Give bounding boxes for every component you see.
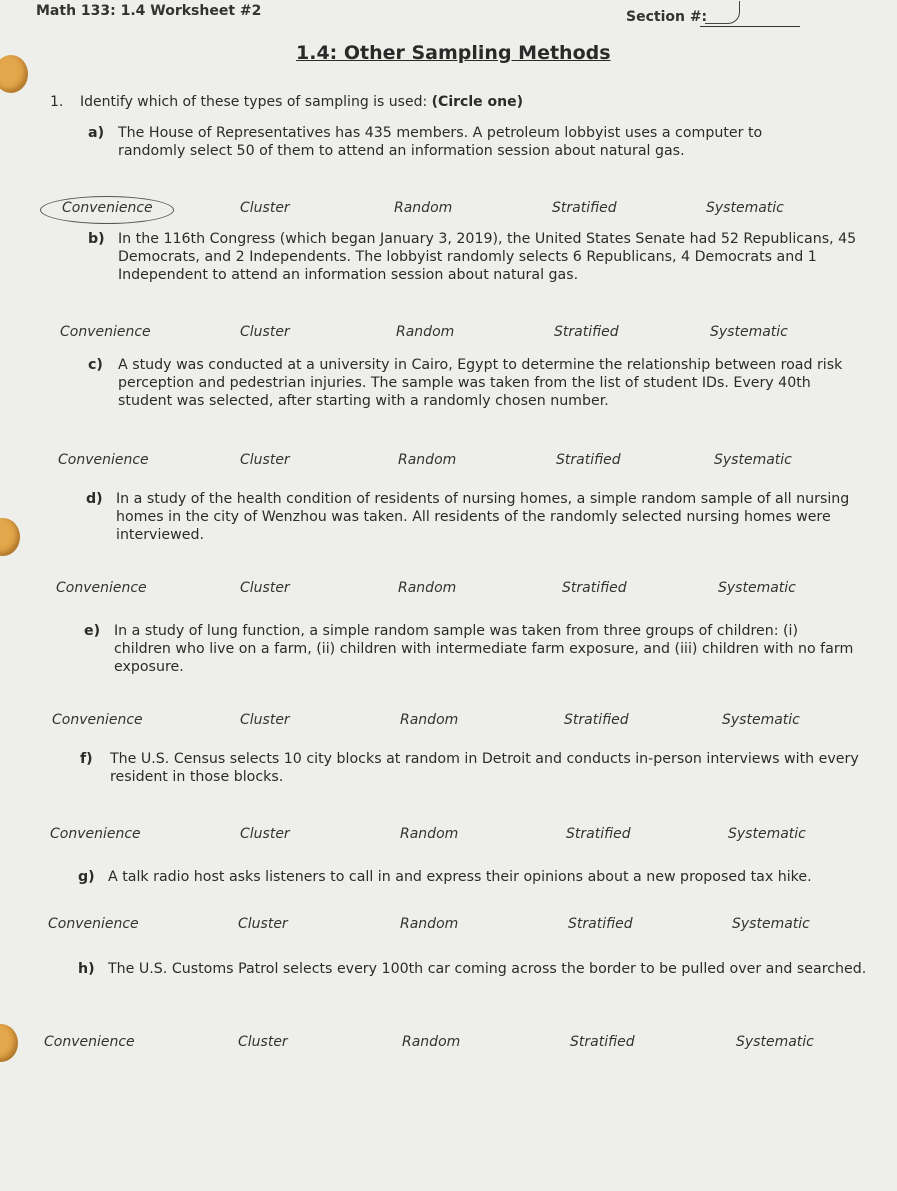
option-cluster[interactable]: Cluster bbox=[240, 826, 290, 842]
option-convenience[interactable]: Convenience bbox=[60, 324, 151, 340]
item-label: g) bbox=[78, 869, 95, 885]
option-random[interactable]: Random bbox=[396, 324, 455, 340]
item-text: In the 116th Congress (which began January 3, 2019), the United States Senate had 52 Republicans, 45 Democrats, and 2 Independents. The lobbyist randomly selects 6 Republicans, 4 Democrats and 1 Independent to attend an information session about natural gas. bbox=[118, 231, 857, 283]
course-header: Math 133: 1.4 Worksheet #2 bbox=[36, 3, 262, 19]
option-stratified[interactable]: Stratified bbox=[568, 916, 633, 932]
option-convenience[interactable]: Convenience bbox=[48, 916, 139, 932]
option-random[interactable]: Random bbox=[400, 712, 459, 728]
option-stratified[interactable]: Stratified bbox=[564, 712, 629, 728]
item-text: In a study of lung function, a simple random sample was taken from three groups of children: (i) children who live on a farm, (ii) children with intermediate farm exposure, and (iii) children with no farm exposure. bbox=[114, 623, 854, 675]
item-label: f) bbox=[80, 751, 93, 767]
option-convenience[interactable]: Convenience bbox=[52, 712, 143, 728]
option-convenience[interactable]: Convenience bbox=[58, 452, 149, 468]
item-label: e) bbox=[84, 623, 101, 639]
item-label: c) bbox=[88, 357, 103, 373]
option-cluster[interactable]: Cluster bbox=[240, 200, 290, 216]
item-text: In a study of the health condition of residents of nursing homes, a simple random sample of all nursing homes in the city of Wenzhou was taken. All residents of the randomly selected nursing homes were interviewed. bbox=[116, 491, 850, 543]
option-random[interactable]: Random bbox=[402, 1034, 461, 1050]
option-systematic[interactable]: Systematic bbox=[718, 580, 796, 596]
option-stratified[interactable]: Stratified bbox=[554, 324, 619, 340]
option-cluster[interactable]: Cluster bbox=[240, 324, 290, 340]
option-stratified[interactable]: Stratified bbox=[562, 580, 627, 596]
question-number: 1. bbox=[50, 94, 64, 110]
section-answer-line bbox=[700, 26, 800, 27]
item-text: A study was conducted at a university in Cairo, Egypt to determine the relationship between road risk perception and pedestrian injuries. The sample was taken from the list of student IDs. Every 40th student was selected, after starting with a randomly chosen number. bbox=[118, 357, 843, 409]
option-systematic[interactable]: Systematic bbox=[714, 452, 792, 468]
question-instruction: (Circle one) bbox=[431, 94, 523, 110]
option-systematic[interactable]: Systematic bbox=[722, 712, 800, 728]
option-random[interactable]: Random bbox=[398, 452, 457, 468]
option-convenience[interactable]: Convenience bbox=[62, 200, 153, 216]
option-cluster[interactable]: Cluster bbox=[240, 452, 290, 468]
option-stratified[interactable]: Stratified bbox=[570, 1034, 635, 1050]
item-text: The U.S. Census selects 10 city blocks at random in Detroit and conducts in-person interviews with every resident in those blocks. bbox=[110, 751, 859, 785]
option-systematic[interactable]: Systematic bbox=[732, 916, 810, 932]
option-systematic[interactable]: Systematic bbox=[736, 1034, 814, 1050]
section-label: Section #: bbox=[626, 9, 708, 25]
binder-hole bbox=[0, 1024, 18, 1062]
item-text: A talk radio host asks listeners to call in and express their opinions about a new proposed tax hike. bbox=[108, 869, 812, 885]
question-prompt bbox=[50, 94, 523, 110]
item-label: h) bbox=[78, 961, 95, 977]
option-systematic[interactable]: Systematic bbox=[706, 200, 784, 216]
item-label: d) bbox=[86, 491, 103, 507]
option-convenience[interactable]: Convenience bbox=[56, 580, 147, 596]
binder-hole bbox=[0, 518, 20, 556]
option-cluster[interactable]: Cluster bbox=[240, 580, 290, 596]
option-cluster[interactable]: Cluster bbox=[238, 916, 288, 932]
option-random[interactable]: Random bbox=[398, 580, 457, 596]
option-cluster[interactable]: Cluster bbox=[238, 1034, 288, 1050]
option-random[interactable]: Random bbox=[400, 916, 459, 932]
item-text: The House of Representatives has 435 members. A petroleum lobbyist uses a computer to randomly select 50 of them to attend an information session about natural gas. bbox=[118, 125, 763, 159]
option-random[interactable]: Random bbox=[394, 200, 453, 216]
option-systematic[interactable]: Systematic bbox=[728, 826, 806, 842]
option-stratified[interactable]: Stratified bbox=[556, 452, 621, 468]
binder-hole bbox=[0, 55, 28, 93]
option-convenience[interactable]: Convenience bbox=[44, 1034, 135, 1050]
option-stratified[interactable]: Stratified bbox=[566, 826, 631, 842]
question-text: Identify which of these types of sampling is used: bbox=[80, 94, 432, 110]
handwritten-mark bbox=[705, 1, 740, 24]
option-systematic[interactable]: Systematic bbox=[710, 324, 788, 340]
page-title: 1.4: Other Sampling Methods bbox=[296, 42, 611, 64]
option-cluster[interactable]: Cluster bbox=[240, 712, 290, 728]
item-text: The U.S. Customs Patrol selects every 100th car coming across the border to be pulled over and searched. bbox=[108, 961, 867, 977]
option-convenience[interactable]: Convenience bbox=[50, 826, 141, 842]
item-label: a) bbox=[88, 125, 105, 141]
item-label: b) bbox=[88, 231, 105, 247]
option-random[interactable]: Random bbox=[400, 826, 459, 842]
option-stratified[interactable]: Stratified bbox=[552, 200, 617, 216]
